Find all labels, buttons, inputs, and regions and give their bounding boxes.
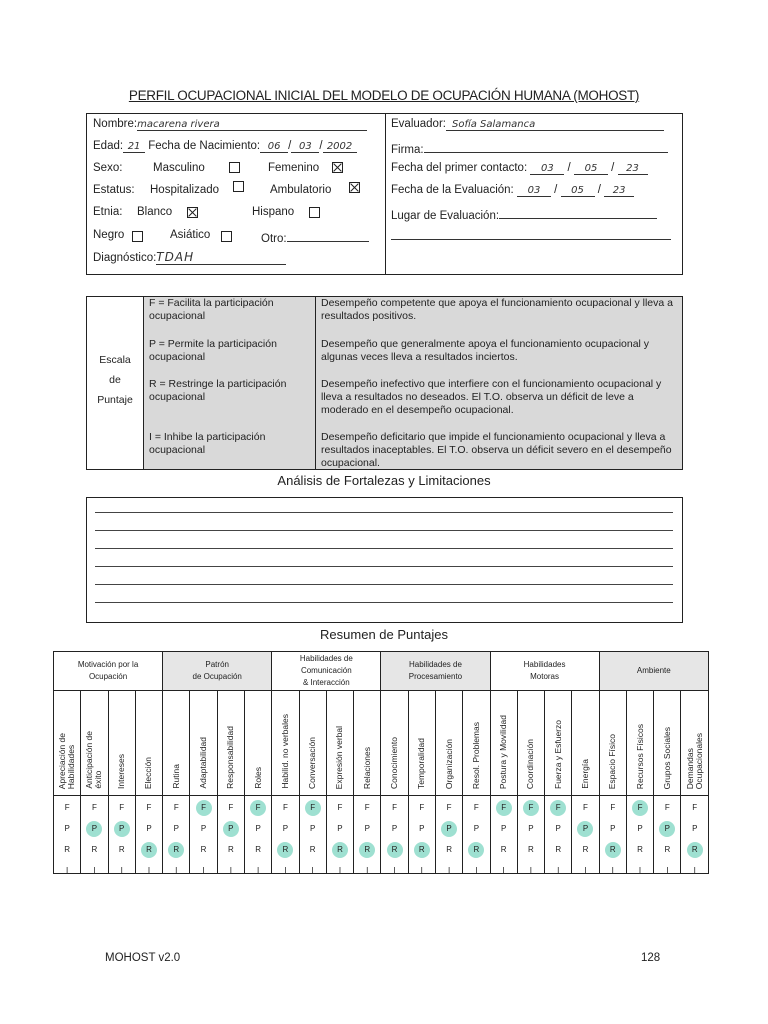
otro-field[interactable] (287, 229, 369, 242)
score-option-f[interactable]: F (173, 803, 179, 812)
score-option-i[interactable]: I (311, 866, 314, 875)
item-label-cell (326, 691, 353, 796)
score-cell[interactable] (54, 796, 81, 874)
score-cell[interactable] (681, 796, 709, 874)
item-label: Espacio Físico (607, 733, 618, 789)
score-option-r[interactable]: R (200, 845, 207, 854)
scale-code-p: P = Permite la participación ocupacional (149, 338, 277, 363)
score-cell[interactable] (135, 796, 162, 874)
score-option-p[interactable]: P (173, 824, 179, 833)
scale-code-i: I = Inhibe la participación ocupacional (149, 431, 266, 456)
score-option-r[interactable]: R (468, 842, 484, 858)
item-label-cell (190, 691, 217, 796)
birth-month-field[interactable]: 03 (291, 141, 319, 153)
ambulatorio-label: Ambulatorio (270, 184, 332, 196)
edad-row: Edad: 21 Fecha de Nacimiento: 06 / 03 / 2002 (93, 140, 357, 153)
score-option-p[interactable]: P (64, 824, 70, 833)
item-label-cell (381, 691, 408, 796)
score-option-p[interactable]: P (86, 821, 102, 837)
item-label: Adaptabilidad (198, 737, 209, 789)
score-option-f[interactable]: F (473, 803, 479, 812)
score-option-i[interactable]: I (666, 866, 669, 875)
score-cell[interactable] (326, 796, 353, 874)
item-label-cell (272, 691, 299, 796)
scale-divider (315, 297, 316, 469)
item-label-cell (354, 691, 381, 796)
evaluador-row: Evaluador: Sofía Salamanca (391, 118, 664, 131)
score-option-p[interactable]: P (637, 824, 643, 833)
score-option-p[interactable]: P (282, 824, 289, 833)
fecha-eval-row: Fecha de la Evaluación: 03 / 05 / 23 (391, 184, 634, 197)
score-option-f[interactable]: F (446, 803, 452, 812)
score-option-p[interactable]: P (146, 824, 152, 833)
score-option-i[interactable]: I (584, 866, 587, 875)
item-label: Roles (252, 767, 263, 789)
score-option-i[interactable]: I (175, 866, 178, 875)
score-option-r[interactable]: R (168, 842, 184, 858)
score-option-r[interactable]: R (227, 845, 234, 854)
item-label: Temporalidad (416, 737, 427, 789)
score-cell[interactable] (517, 796, 544, 874)
score-option-p[interactable]: P (200, 824, 207, 833)
score-cell[interactable] (81, 796, 108, 874)
analysis-line (95, 512, 673, 513)
eval-year-field[interactable]: 23 (604, 185, 634, 197)
score-option-f[interactable]: F (692, 803, 698, 812)
otro-row: Otro: (261, 229, 369, 245)
score-option-f[interactable]: F (550, 800, 566, 816)
item-label-cell (81, 691, 108, 796)
score-option-p[interactable]: P (391, 824, 398, 833)
group-header: Habilidades Motoras (490, 652, 599, 691)
score-option-p[interactable]: P (441, 821, 457, 837)
score-option-f[interactable]: F (228, 803, 234, 812)
score-option-p[interactable]: P (610, 824, 616, 833)
asiatico-checkbox[interactable] (221, 231, 232, 242)
group-header: Habilidades de Procesamiento (381, 652, 490, 691)
scale-code-f: F = Facilita la participación ocupacional (149, 297, 274, 322)
score-cell[interactable] (490, 796, 517, 874)
group-header-row (54, 652, 709, 691)
score-option-p[interactable]: P (364, 824, 370, 833)
item-label: Elección (143, 756, 154, 789)
diagnostico-field[interactable]: TDAH (156, 250, 286, 265)
item-label: Conversación (307, 737, 318, 789)
score-option-p[interactable]: P (692, 824, 698, 833)
score-option-p[interactable]: P (337, 824, 343, 833)
score-option-r[interactable]: R (605, 842, 621, 858)
score-option-r[interactable]: R (277, 842, 293, 858)
score-option-f[interactable]: F (523, 800, 539, 816)
item-label-cell (217, 691, 244, 796)
scale-label-cell (87, 297, 144, 469)
birth-day-field[interactable]: 06 (260, 141, 288, 153)
item-label: Coordinación (525, 738, 536, 789)
analysis-line (95, 548, 673, 549)
evaluador-field[interactable]: Sofía Salamanca (446, 119, 664, 131)
score-option-r[interactable]: R (118, 845, 125, 854)
contact-year-field[interactable]: 23 (618, 163, 648, 175)
score-option-i[interactable]: I (202, 866, 205, 875)
score-cell[interactable] (545, 796, 572, 874)
score-cell[interactable] (190, 796, 217, 874)
scale-box (86, 296, 683, 470)
analysis-line (95, 566, 673, 567)
score-option-r[interactable]: R (637, 845, 643, 854)
score-cell[interactable] (163, 796, 190, 874)
eval-month-field[interactable]: 05 (561, 185, 595, 197)
score-option-f[interactable]: F (64, 803, 70, 812)
item-label-cell (572, 691, 599, 796)
sexo-label: Sexo: (93, 162, 123, 174)
scale-desc-i: Desempeño deficitario que impide el funcionamiento ocupacional y lleva a resultados inaceptables. El T.O. observa un déficit severo en el desempeño ocupacional. (321, 431, 672, 469)
score-option-i[interactable]: I (393, 866, 396, 875)
hispano-label: Hispano (252, 206, 295, 218)
item-label-cell (163, 691, 190, 796)
item-label-cell (654, 691, 681, 796)
blanco-checkbox[interactable] (187, 207, 198, 218)
firma-field[interactable] (424, 140, 668, 153)
item-label: Anticipación de éxito (84, 731, 104, 789)
score-option-f[interactable]: F (119, 803, 125, 812)
score-cell[interactable] (463, 796, 490, 874)
analysis-box[interactable] (86, 497, 683, 623)
score-cell[interactable] (354, 796, 381, 874)
score-option-p[interactable]: P (473, 824, 480, 833)
item-label-cell (545, 691, 572, 796)
score-cell[interactable] (654, 796, 681, 874)
edad-field[interactable]: 21 (123, 141, 145, 153)
score-cell[interactable] (599, 796, 626, 874)
score-option-r[interactable]: R (446, 845, 452, 854)
score-option-p[interactable]: P (419, 824, 425, 833)
asiatico-label: Asiático (170, 229, 211, 241)
score-cell[interactable] (572, 796, 599, 874)
scale-label-1: Escala (99, 354, 131, 366)
item-label: Expresión verbal (334, 725, 345, 789)
score-option-f[interactable]: F (91, 803, 97, 812)
score-option-f[interactable]: F (419, 803, 425, 812)
primer-contacto-row: Fecha del primer contacto: 03 / 05 / 23 (391, 162, 648, 175)
score-option-i[interactable]: I (93, 866, 96, 875)
etnia-label: Etnia: (93, 206, 123, 218)
score-option-r[interactable]: R (309, 845, 316, 854)
score-option-r[interactable]: R (664, 845, 671, 854)
info-divider (385, 114, 386, 274)
score-cell[interactable] (381, 796, 408, 874)
ambulatorio-checkbox[interactable] (349, 182, 360, 193)
score-option-p[interactable]: P (500, 824, 507, 833)
footer-page-number: 128 (641, 952, 661, 964)
diagnostico-row: Diagnóstico:TDAH (93, 250, 286, 265)
footer-version: MOHOST v2.0 (105, 952, 181, 964)
item-label: Responsabilidad (225, 726, 236, 789)
item-label-cell (54, 691, 81, 796)
score-option-p[interactable]: P (255, 824, 261, 833)
score-option-p[interactable]: P (577, 821, 593, 837)
estatus-label: Estatus: (93, 184, 135, 196)
score-cell[interactable] (626, 796, 653, 874)
score-cell[interactable] (272, 796, 299, 874)
score-option-f[interactable]: F (392, 803, 397, 812)
score-option-i[interactable]: I (420, 866, 423, 875)
femenino-label: Femenino (268, 162, 320, 174)
score-option-i[interactable]: I (638, 866, 642, 875)
item-label-cell (108, 691, 135, 796)
contact-month-field[interactable]: 05 (574, 163, 608, 175)
score-option-f[interactable]: F (196, 800, 212, 816)
item-label: Rutina (170, 764, 181, 789)
score-option-p[interactable]: P (528, 824, 534, 833)
item-label: Intereses (116, 754, 127, 789)
score-option-r[interactable]: R (387, 842, 403, 858)
hospitalizado-label: Hospitalizado (150, 184, 220, 196)
analysis-title: Análisis de Fortalezas y Limitaciones (277, 473, 491, 488)
score-option-i[interactable]: I (366, 866, 369, 875)
analysis-line (95, 584, 673, 585)
item-label-row (54, 691, 709, 796)
score-option-f[interactable]: F (664, 803, 670, 812)
item-label-cell (408, 691, 435, 796)
item-label-cell (463, 691, 490, 796)
score-option-i[interactable]: I (66, 866, 69, 875)
summary-table (53, 651, 709, 874)
score-option-i[interactable]: I (256, 866, 260, 875)
scale-desc-p: Desempeño que generalmente apoya el funcionamiento ocupacional y algunas veces lleva a resultados inciertos. (321, 338, 650, 363)
blanco-label: Blanco (137, 206, 173, 218)
nombre-row: Nombre:macarena rivera (93, 118, 367, 131)
score-cell[interactable] (408, 796, 435, 874)
item-label: Recursos Físicos (634, 723, 645, 789)
scale-code-r: R = Restringe la participación ocupacional (149, 378, 287, 403)
item-label-cell (244, 691, 271, 796)
group-header: Motivación por la Ocupación (54, 652, 163, 691)
item-label: Organización (443, 738, 454, 789)
scale-desc-f: Desempeño competente que apoya el funcionamiento ocupacional y lleva a resultados positivos. (321, 297, 673, 322)
hispano-checkbox[interactable] (309, 207, 320, 218)
score-option-p[interactable]: P (555, 824, 561, 833)
score-option-i[interactable]: I (693, 866, 696, 875)
score-cell[interactable] (299, 796, 326, 874)
score-option-p[interactable]: P (223, 821, 239, 837)
score-option-r[interactable]: R (528, 845, 534, 854)
score-option-i[interactable]: I (502, 866, 505, 875)
score-option-i[interactable]: I (529, 866, 533, 875)
nombre-field[interactable]: macarena rivera (137, 119, 367, 131)
masculino-label: Masculino (153, 162, 205, 174)
eval-day-field[interactable]: 03 (517, 185, 551, 197)
femenino-checkbox[interactable] (332, 162, 343, 173)
score-cell[interactable] (108, 796, 135, 874)
patient-info-box (86, 113, 683, 275)
score-option-f[interactable]: F (632, 800, 648, 816)
score-option-f[interactable]: F (610, 803, 616, 812)
item-label-cell (599, 691, 626, 796)
score-row (54, 796, 709, 874)
score-option-p[interactable]: P (114, 821, 130, 837)
score-option-f[interactable]: F (337, 803, 343, 812)
score-option-r[interactable]: R (255, 845, 261, 854)
score-option-f[interactable]: F (146, 803, 152, 812)
analysis-line (95, 530, 673, 531)
firma-row: Firma: (391, 140, 668, 156)
score-option-i[interactable]: I (447, 866, 451, 875)
score-option-p[interactable]: P (310, 824, 316, 833)
page-title: PERFIL OCUPACIONAL INICIAL DEL MODELO DE OCUPACIÓN HUMANA (MOHOST) (128, 88, 640, 103)
scale-label-3: Puntaje (97, 394, 133, 406)
lugar-field[interactable] (499, 206, 657, 219)
lugar-extra-line (391, 239, 671, 240)
score-option-r[interactable]: R (555, 845, 562, 854)
item-label-cell (435, 691, 462, 796)
hospitalizado-checkbox[interactable] (233, 181, 244, 192)
scale-desc-r: Desempeño inefectivo que interfiere con el funcionamiento ocupacional y lleva a resultados no deseados. El T.O. observa un déficit de leve a moderado en el desempeño ocupacional. (321, 378, 662, 416)
item-label-cell (681, 691, 709, 796)
item-label: Grupos Sociales (661, 726, 672, 789)
group-header: Patrón de Ocupación (163, 652, 272, 691)
score-option-f[interactable]: F (583, 803, 588, 812)
score-option-i[interactable]: I (338, 866, 342, 875)
score-option-i[interactable]: I (229, 866, 232, 875)
score-cell[interactable] (217, 796, 244, 874)
birth-year-field[interactable]: 2002 (323, 141, 357, 153)
group-header: Habilidades de Comunicación & Interacción (272, 652, 381, 691)
item-label-cell (299, 691, 326, 796)
item-label: Postura y Movilidad (498, 714, 509, 789)
score-option-r[interactable]: R (414, 842, 430, 858)
score-option-f[interactable]: F (250, 800, 266, 816)
score-option-p[interactable]: P (659, 821, 675, 837)
score-option-r[interactable]: R (359, 842, 375, 858)
summary-title: Resumen de Puntajes (320, 627, 448, 642)
item-label: Relaciones (361, 746, 372, 789)
score-option-r[interactable]: R (687, 842, 703, 858)
score-option-r[interactable]: R (141, 842, 157, 858)
item-label-cell (490, 691, 517, 796)
item-label: Apreciación de Habilidades (57, 732, 77, 789)
score-option-r[interactable]: R (332, 842, 348, 858)
score-option-f[interactable]: F (364, 803, 370, 812)
score-option-f[interactable]: F (305, 800, 321, 816)
item-label: Demandas Ocupacionales (684, 732, 704, 789)
score-option-i[interactable]: I (611, 866, 614, 875)
score-option-r[interactable]: R (64, 845, 71, 854)
score-option-r[interactable]: R (582, 845, 589, 854)
score-option-i[interactable]: I (475, 866, 478, 875)
item-label: Habilid. no verbales (279, 714, 290, 789)
item-label: Fuerza y Esfuerzo (552, 720, 563, 789)
lugar-row: Lugar de Evaluación: (391, 206, 657, 222)
item-label-cell (626, 691, 653, 796)
score-cell[interactable] (435, 796, 462, 874)
scale-label-2: de (109, 374, 121, 386)
score-option-i[interactable]: I (120, 866, 123, 875)
score-option-r[interactable]: R (91, 845, 98, 854)
score-option-i[interactable]: I (557, 866, 560, 875)
score-option-i[interactable]: I (147, 866, 151, 875)
score-cell[interactable] (244, 796, 271, 874)
negro-checkbox[interactable] (132, 231, 143, 242)
item-label: Energía (579, 759, 590, 789)
score-option-f[interactable]: F (282, 803, 288, 812)
item-label: Resol. Problemas (470, 721, 481, 789)
item-label-cell (517, 691, 544, 796)
analysis-line (95, 602, 673, 603)
negro-label: Negro (93, 229, 125, 241)
score-option-i[interactable]: I (284, 866, 287, 875)
contact-day-field[interactable]: 03 (530, 163, 564, 175)
item-label: Conocimiento (389, 737, 400, 789)
masculino-checkbox[interactable] (229, 162, 240, 173)
group-header: Ambiente (599, 652, 708, 691)
score-option-f[interactable]: F (496, 800, 512, 816)
item-label-cell (135, 691, 162, 796)
score-option-r[interactable]: R (500, 845, 507, 854)
